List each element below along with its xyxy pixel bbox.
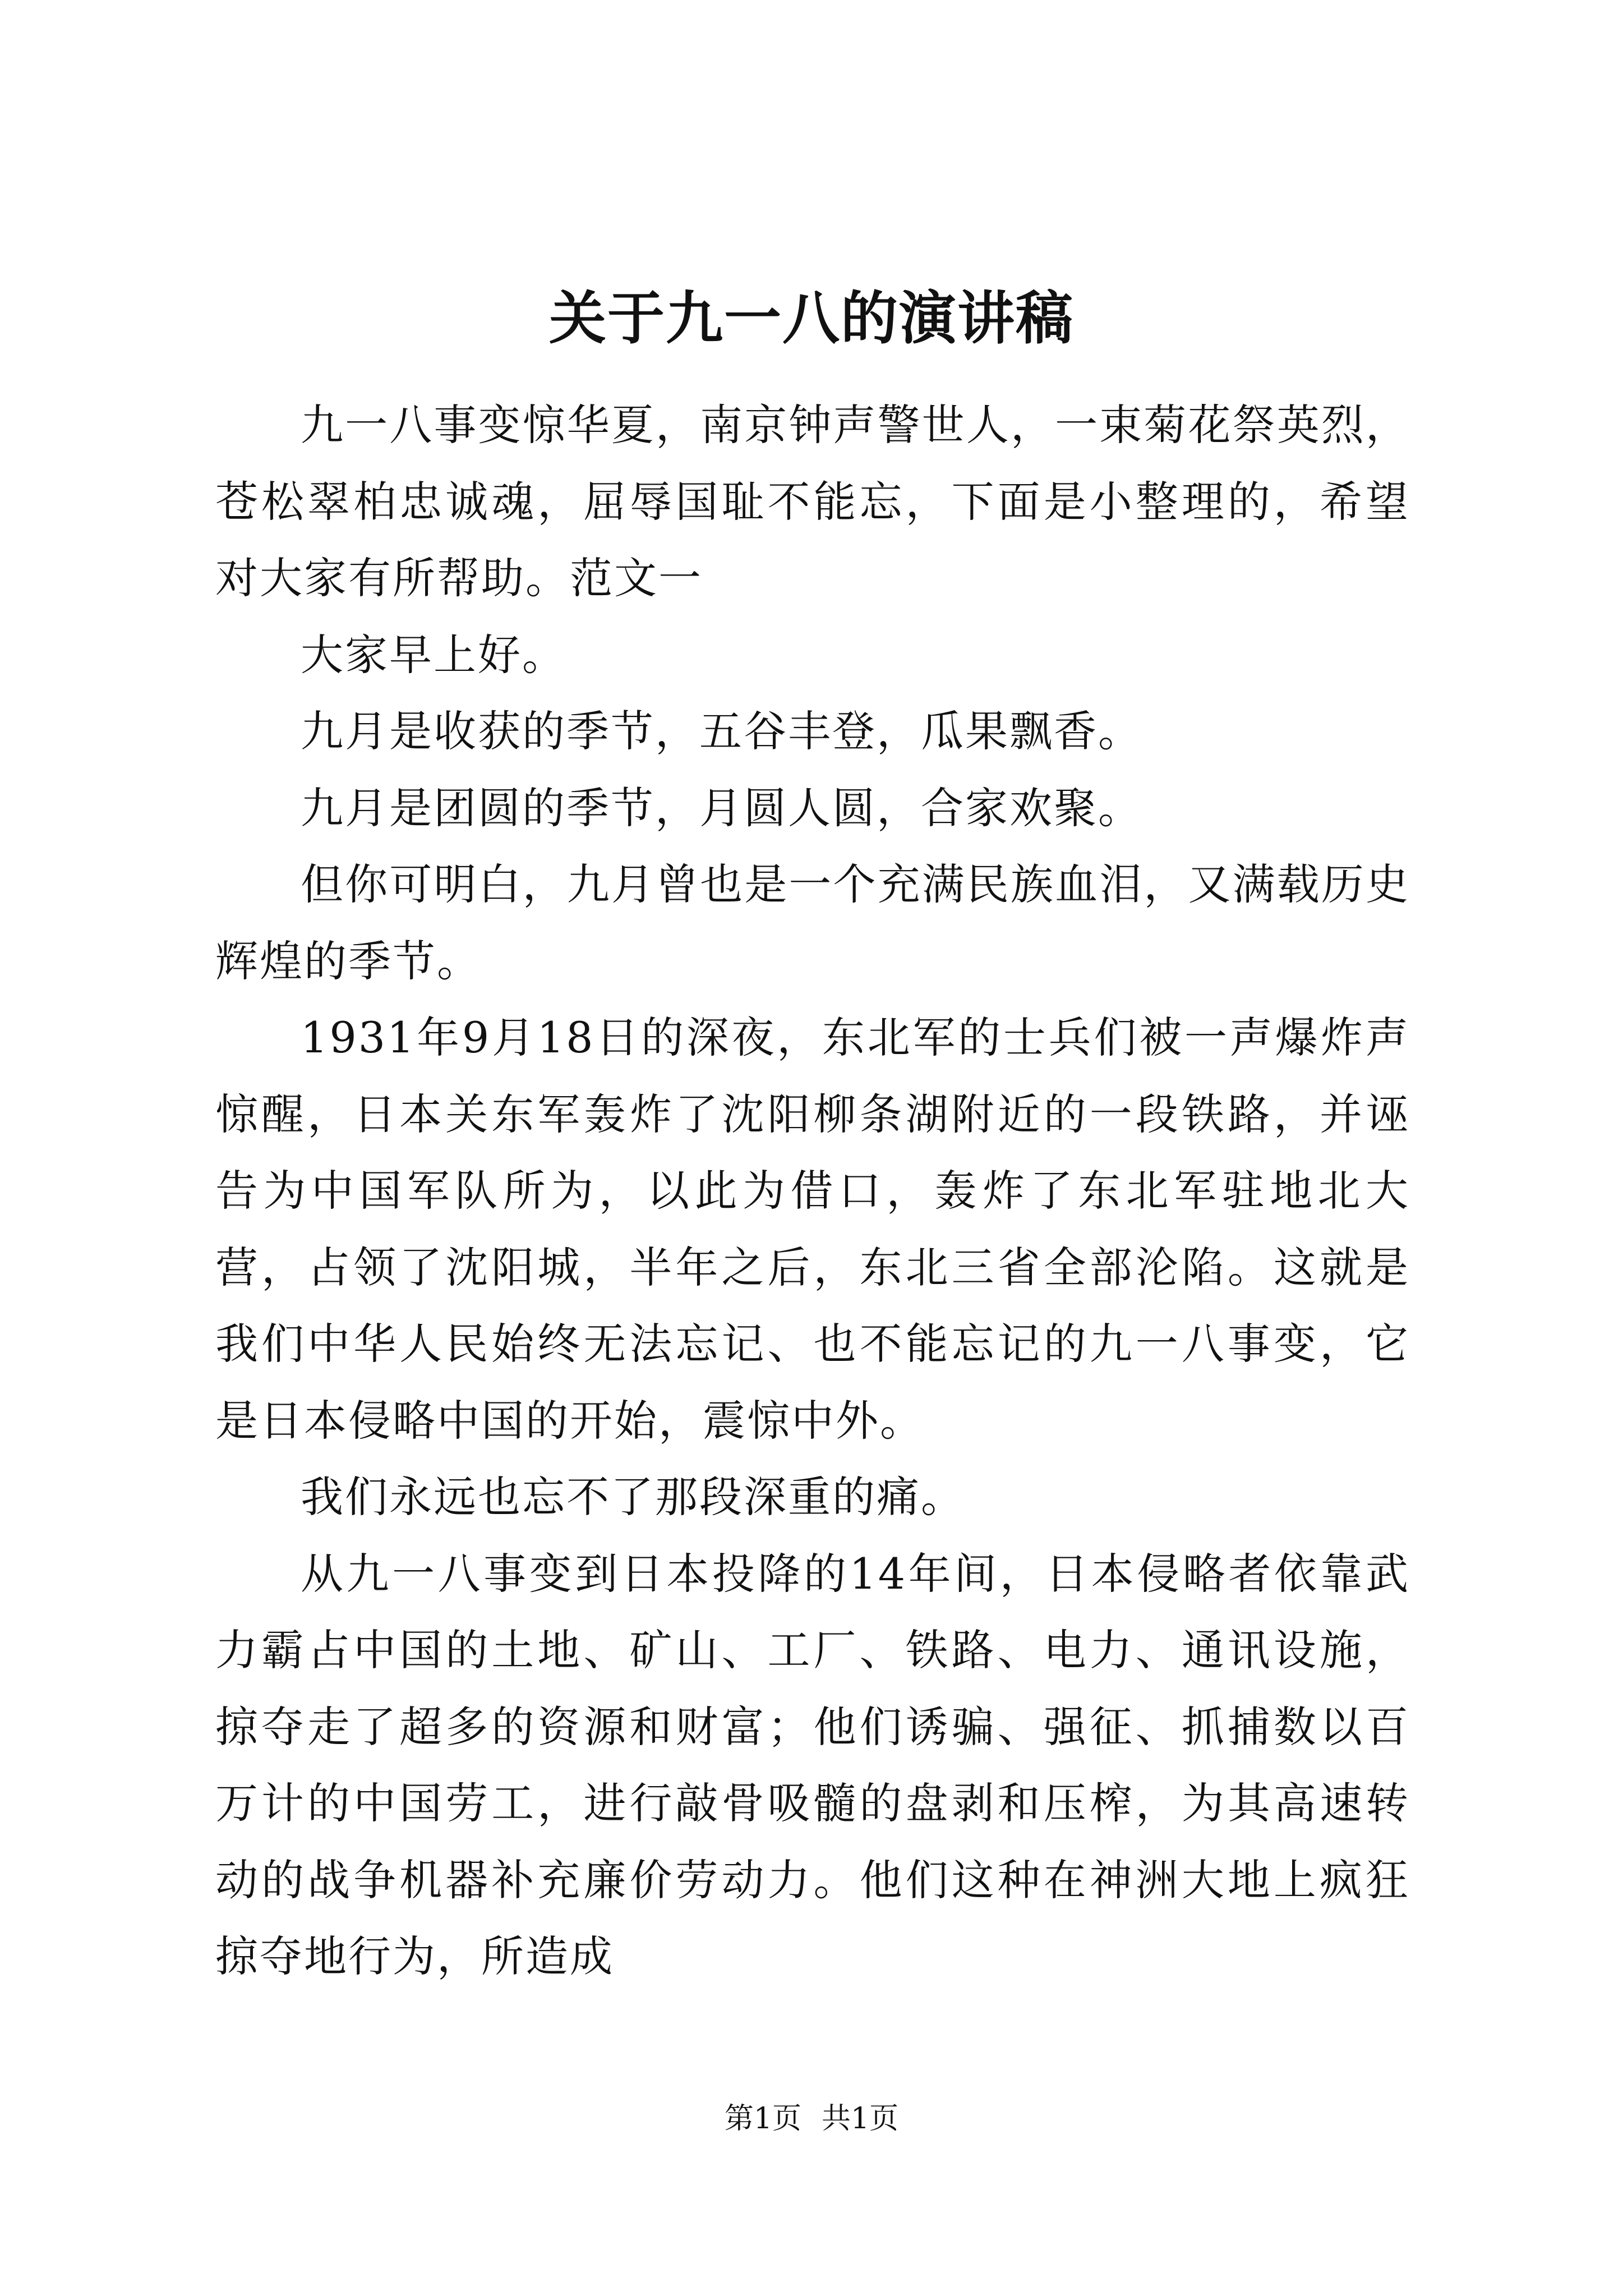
paragraph: 我们永远也忘不了那段深重的痛。 xyxy=(301,1472,965,1522)
paragraph: 九月是团圆的季节，月圆人圆，合家欢聚。 xyxy=(301,783,1142,833)
paragraph: 大家早上好。 xyxy=(301,629,566,680)
page-footer xyxy=(0,2099,1623,2138)
document-title: 关于九一八的演讲稿 xyxy=(549,285,1074,352)
paragraph: 从九一八事变到日本投降的14年间，日本侵略者依靠武力霸占中国的土地、矿山、工厂、铁路、电力、通讯设施，掠夺走了超多的资源和财富；他们诱骗、强征、抓捕数以百万计的中国劳工，进行敲骨吸髓的盘剥和压榨，为其高速转动的战争机器补充廉价劳动力。他们这种在神洲大地上疯狂掠夺地行为，所造成 xyxy=(215,1548,1410,1981)
paragraph: 九一八事变惊华夏，南京钟声警世人，一束菊花祭英烈，苍松翠柏忠诚魂，屈辱国耻不能忘，下面是小整理的，希望对大家有所帮助。范文一 xyxy=(215,400,1410,603)
document-body xyxy=(215,387,1410,1995)
paragraph: 九月是收获的季节，五谷丰登，瓜果飘香。 xyxy=(301,706,1142,756)
paragraph: 但你可明白，九月曾也是一个充满民族血泪，又满载历史辉煌的季节。 xyxy=(215,859,1410,986)
page-total: 共1页 xyxy=(822,2102,899,2136)
paragraph: 1931年9月18日的深夜，东北军的士兵们被一声爆炸声惊醒，日本关东军轰炸了沈阳柳条湖附近的一段铁路，并诬告为中国军队所为，以此为借口，轰炸了东北军驻地北大营，占领了沈阳城，半年之后，东北三省全部沦陷。这就是我们中华人民始终无法忘记、也不能忘记的九一八事变，它是日本侵略中国的开始，震惊中外。 xyxy=(215,1013,1410,1446)
page-number: 第1页 xyxy=(724,2102,801,2136)
